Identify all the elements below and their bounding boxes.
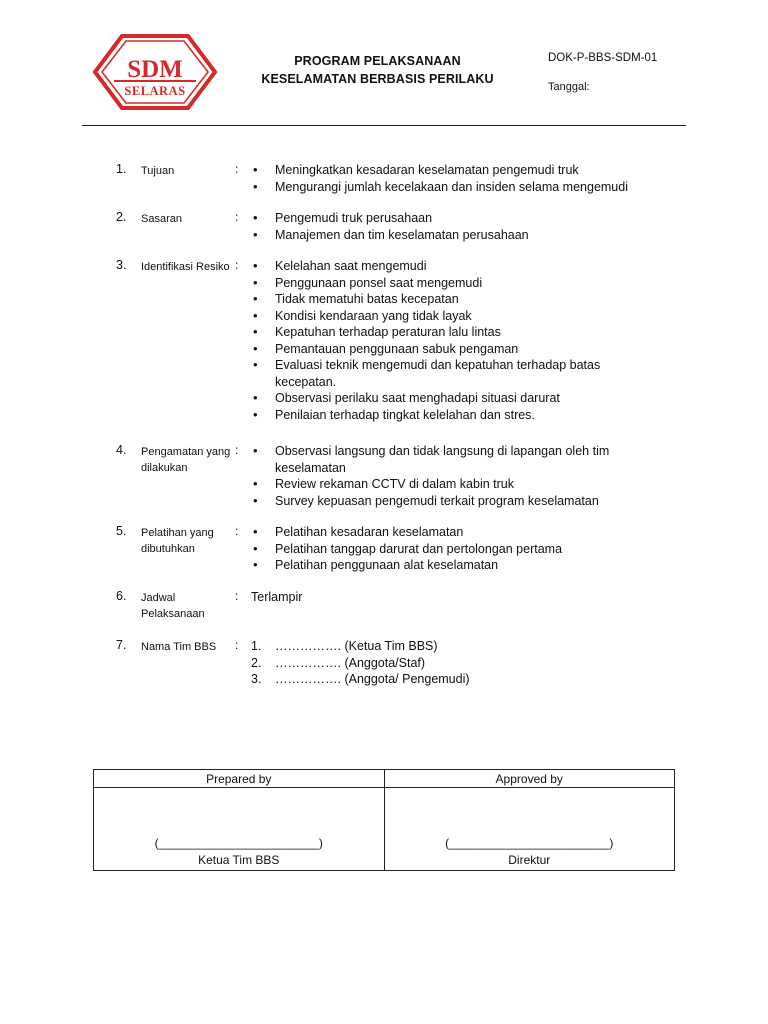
item-colon: : [235,638,239,652]
prepared-by-header: Prepared by [94,770,385,788]
svg-text:SELARAS: SELARAS [124,84,186,98]
item-number: 7. [116,638,127,652]
title-line-1: PROGRAM PELAKSANAAN [294,54,461,68]
item-number: 5. [116,524,127,538]
prepared-signature-cell [94,788,385,871]
member-name: ……………. (Ketua Tim BBS) [275,639,438,653]
bullet-item: • Pelatihan tanggap darurat dan pertolongan pertama [251,541,661,558]
bullet-item: • Tidak mematuhi batas kecepatan [251,291,661,308]
bullet-item: • Pelatihan penggunaan alat keselamatan [251,557,661,574]
item-colon: : [235,443,239,457]
bullet-item: • Observasi perilaku saat menghadapi situasi darurat [251,390,661,407]
member-name: ……………. (Anggota/ Pengemudi) [275,672,470,686]
member-number: 2. [251,655,262,670]
bullet-item: • Penilaian terhadap tingkat kelelahan dan stres. [251,407,661,424]
bullet-item: • Manajemen dan tim keselamatan perusahaan [251,227,661,244]
item-label: Identifikasi Resiko [141,261,230,273]
item-label: Sasaran [141,213,182,225]
team-member-row [251,671,661,688]
item-label: Tujuan [141,165,175,177]
item-label: Pengamatan yang dilakukan [141,446,231,474]
bullet-item: • Kondisi kendaraan yang tidak layak [251,308,661,325]
title-line-2: KESELAMATAN BERBASIS PERILAKU [261,72,494,86]
item-label: Nama Tim BBS [141,641,217,653]
bullet-item: • Evaluasi teknik mengemudi dan kepatuhan terhadap batas kecepatan. [251,357,661,390]
document-number: DOK-P-BBS-SDM-01 [548,52,658,64]
bullet-item: • Mengurangi jumlah kecelakaan dan insiden selama mengemudi [251,179,661,196]
item-colon: : [235,258,239,272]
item-number: 2. [116,210,127,224]
bullet-item: • Pengemudi truk perusahaan [251,210,661,227]
jadwal-value: Terlampir [251,590,303,604]
bullet-item: • Pemantauan penggunaan sabuk pengaman [251,341,661,358]
member-number: 1. [251,639,262,653]
bullet-item: • Survey kepuasan pengemudi terkait program keselamatan [251,493,661,510]
bullet-item: • Pelatihan kesadaran keselamatan [251,524,661,541]
item-label: Pelatihan yang dibutuhkan [141,527,214,555]
bullet-item: • Kepatuhan terhadap peraturan lalu lintas [251,324,661,341]
document-title [240,52,515,88]
prepared-signature-line: (________________________) [154,836,323,850]
item-number: 4. [116,443,127,457]
header-divider [82,125,686,126]
item-number: 1. [116,162,127,176]
item-label: Jadwal Pelaksanaan [141,592,205,620]
bullet-item: • Kelelahan saat mengemudi [251,258,661,275]
prepared-name: Ketua Tim BBS [198,853,280,867]
date-label: Tanggal: [548,81,590,93]
item-colon: : [235,162,239,176]
item-colon: : [235,524,239,538]
team-member-row [251,638,661,655]
item-colon: : [235,589,239,603]
item-colon: : [235,210,239,224]
item-number: 6. [116,589,127,603]
bullet-item: • Penggunaan ponsel saat mengemudi [251,275,661,292]
approved-name: Direktur [508,853,551,867]
approved-signature-cell [384,788,675,871]
bullet-item: • Meningkatkan kesadaran keselamatan pengemudi truk [251,162,661,179]
approved-signature-line: (________________________) [445,836,614,850]
bullet-item: • Review rekaman CCTV di dalam kabin truk [251,476,661,493]
member-number: 3. [251,672,262,686]
bullet-item: • Observasi langsung dan tidak langsung di lapangan oleh tim keselamatan [251,443,661,476]
item-number: 3. [116,258,127,272]
approved-by-header: Approved by [384,770,675,788]
signature-table [93,769,675,871]
svg-text:SDM: SDM [127,56,183,83]
member-name: ……………. (Anggota/Staf) [275,655,426,670]
team-member-row [251,655,661,672]
company-logo [92,33,218,111]
